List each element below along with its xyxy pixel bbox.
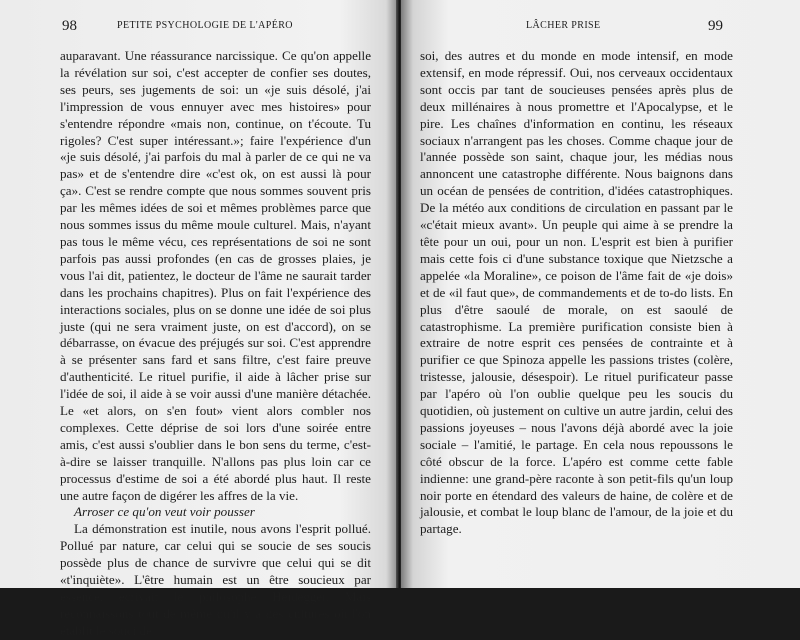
page-number: 99 <box>708 18 723 34</box>
left-page <box>0 0 398 638</box>
page-body <box>60 48 371 640</box>
running-head: PETITE PSYCHOLOGIE DE L'APÉRO <box>117 20 293 31</box>
page-body <box>420 48 733 538</box>
running-head: LÂCHER PRISE <box>526 20 601 31</box>
paragraph: La démonstration est inutile, nous avons l'esprit pollué. Pollué par nature, car celui qui se soucie de ses soucis possède plus de chance de survivre que celui qui se dit «t'inquiète». L'être humain est un être soucieux par essence, écrivait le philosophe Heidegger. Mais reconnaissons tout de même qu'il y a des cultures où l'on établit le souci de <box>60 521 371 638</box>
right-page <box>401 0 800 588</box>
paragraph: soi, des autres et du monde en mode intensif, en mode extensif, en mode répressif. Oui, nos cerveaux occidentaux sont occis par tant de soucieuses pensées après plus de deux millénaires à nous promettre et l'Apocalypse, et le pire. Les chaînes d'information en continu, les réseaux sociaux n'arrangent pas les choses. Comme chaque jour de l'année possède son saint, chaque jour, les médias nous annoncent une catastrophe différente. Nous baignons dans un océan de pensées de contrition, d'idées catastrophiques. De la météo aux conditions de circulation en passant par le «c'était mieux avant». Un peuple qui aime à se prendre la tête pour un oui, pour un non. L'esprit est bien à purifier mais cette fois ci d'une substance toxique que Nietzsche a appelée «la Moraline», ce poison de l'âme fait de «je dois» et de «il faut que», de commandements et de to-do lists. En plus d'être saoulé de morale, on est saoulé de catastrophisme. La première purification consiste bien à extraire de notre esprit ces pensées de contrainte et à purifier ce que Spinoza appelle les passions tristes (colère, tristesse, jalousie, désespoir). Le rituel purificateur passe par l'apéro où l'on oublie quelque peu les soucis du quotidien, où justement on cultive un autre jardin, celui des passions joyeuses – nous l'avons déjà abordé avec la joie sociale – l'amitié, le partage. En cela nous repoussons le côté obscur de la force. L'apéro est comme cette fable indienne: une grand-père raconte à son petit-fils qu'un loup noir porte en étendard des valeurs de haine, de colère et de jalousie, et combat le loup blanc de l'amour, de la joie et du partage. <box>420 48 733 537</box>
section-heading: Arroser ce qu'on veut voir pousser <box>74 504 255 520</box>
paragraph: auparavant. Une réassurance narcissique. Ce qu'on appelle la révélation sur soi, c'est accepter de confier ses doutes, ses peurs, ses jugements de soi: un «je suis désolé, j'ai l'impression de vous ennuyer avec mes histoires» pour s'entendre répondre «mais non, continue, on t'écoute. Tu rigoles? C'est super intéressant.»; faire l'expérience d'un «je suis désolé, j'ai parfois du mal à parler de ce qui ne va pas» et de s'entendre dire «c'est ok, on est aussi là pour ça». C'est se rendre compte que nous sommes souvent pris par les mêmes idées de soi et mêmes problèmes parce que nous sommes issus du même moule culturel. Mais, n'ayant pas tous le même vécu, ces représentations de soi ne sont parfois pas aussi profondes (en cas de grosses plaies, je vous l'ai dit, patientez, le docteur de l'âme ne saurait tarder dans les prochains chapitres). Plus on fait l'expérience des interactions sociales, plus on se donne une idée de soi plus juste (qui ne sera vraiment juste, on est d'accord), on se débarrasse, on évacue des préjugés sur soi. C'est apprendre à se présenter sans fard et sans filtre, c'est faire preuve d'authenticité. Le rituel purifie, il aide à lâcher prise sur l'idée de soi, il aide à se voir aussi d'une manière détachée. Le «et alors, on s'en fout» vient alors combler nos complexes. Cette déprise de soi lors d'une soirée entre amis, c'est aussi s'oublier dans le bon sens du terme, c'est-à-dire se laisser tranquille. N'allons pas plus loin car ce processus d'estime de soi a été abordé plus haut. Il reste une autre façon de digérer les affres de la vie. <box>60 48 371 503</box>
page-number: 98 <box>62 18 77 34</box>
